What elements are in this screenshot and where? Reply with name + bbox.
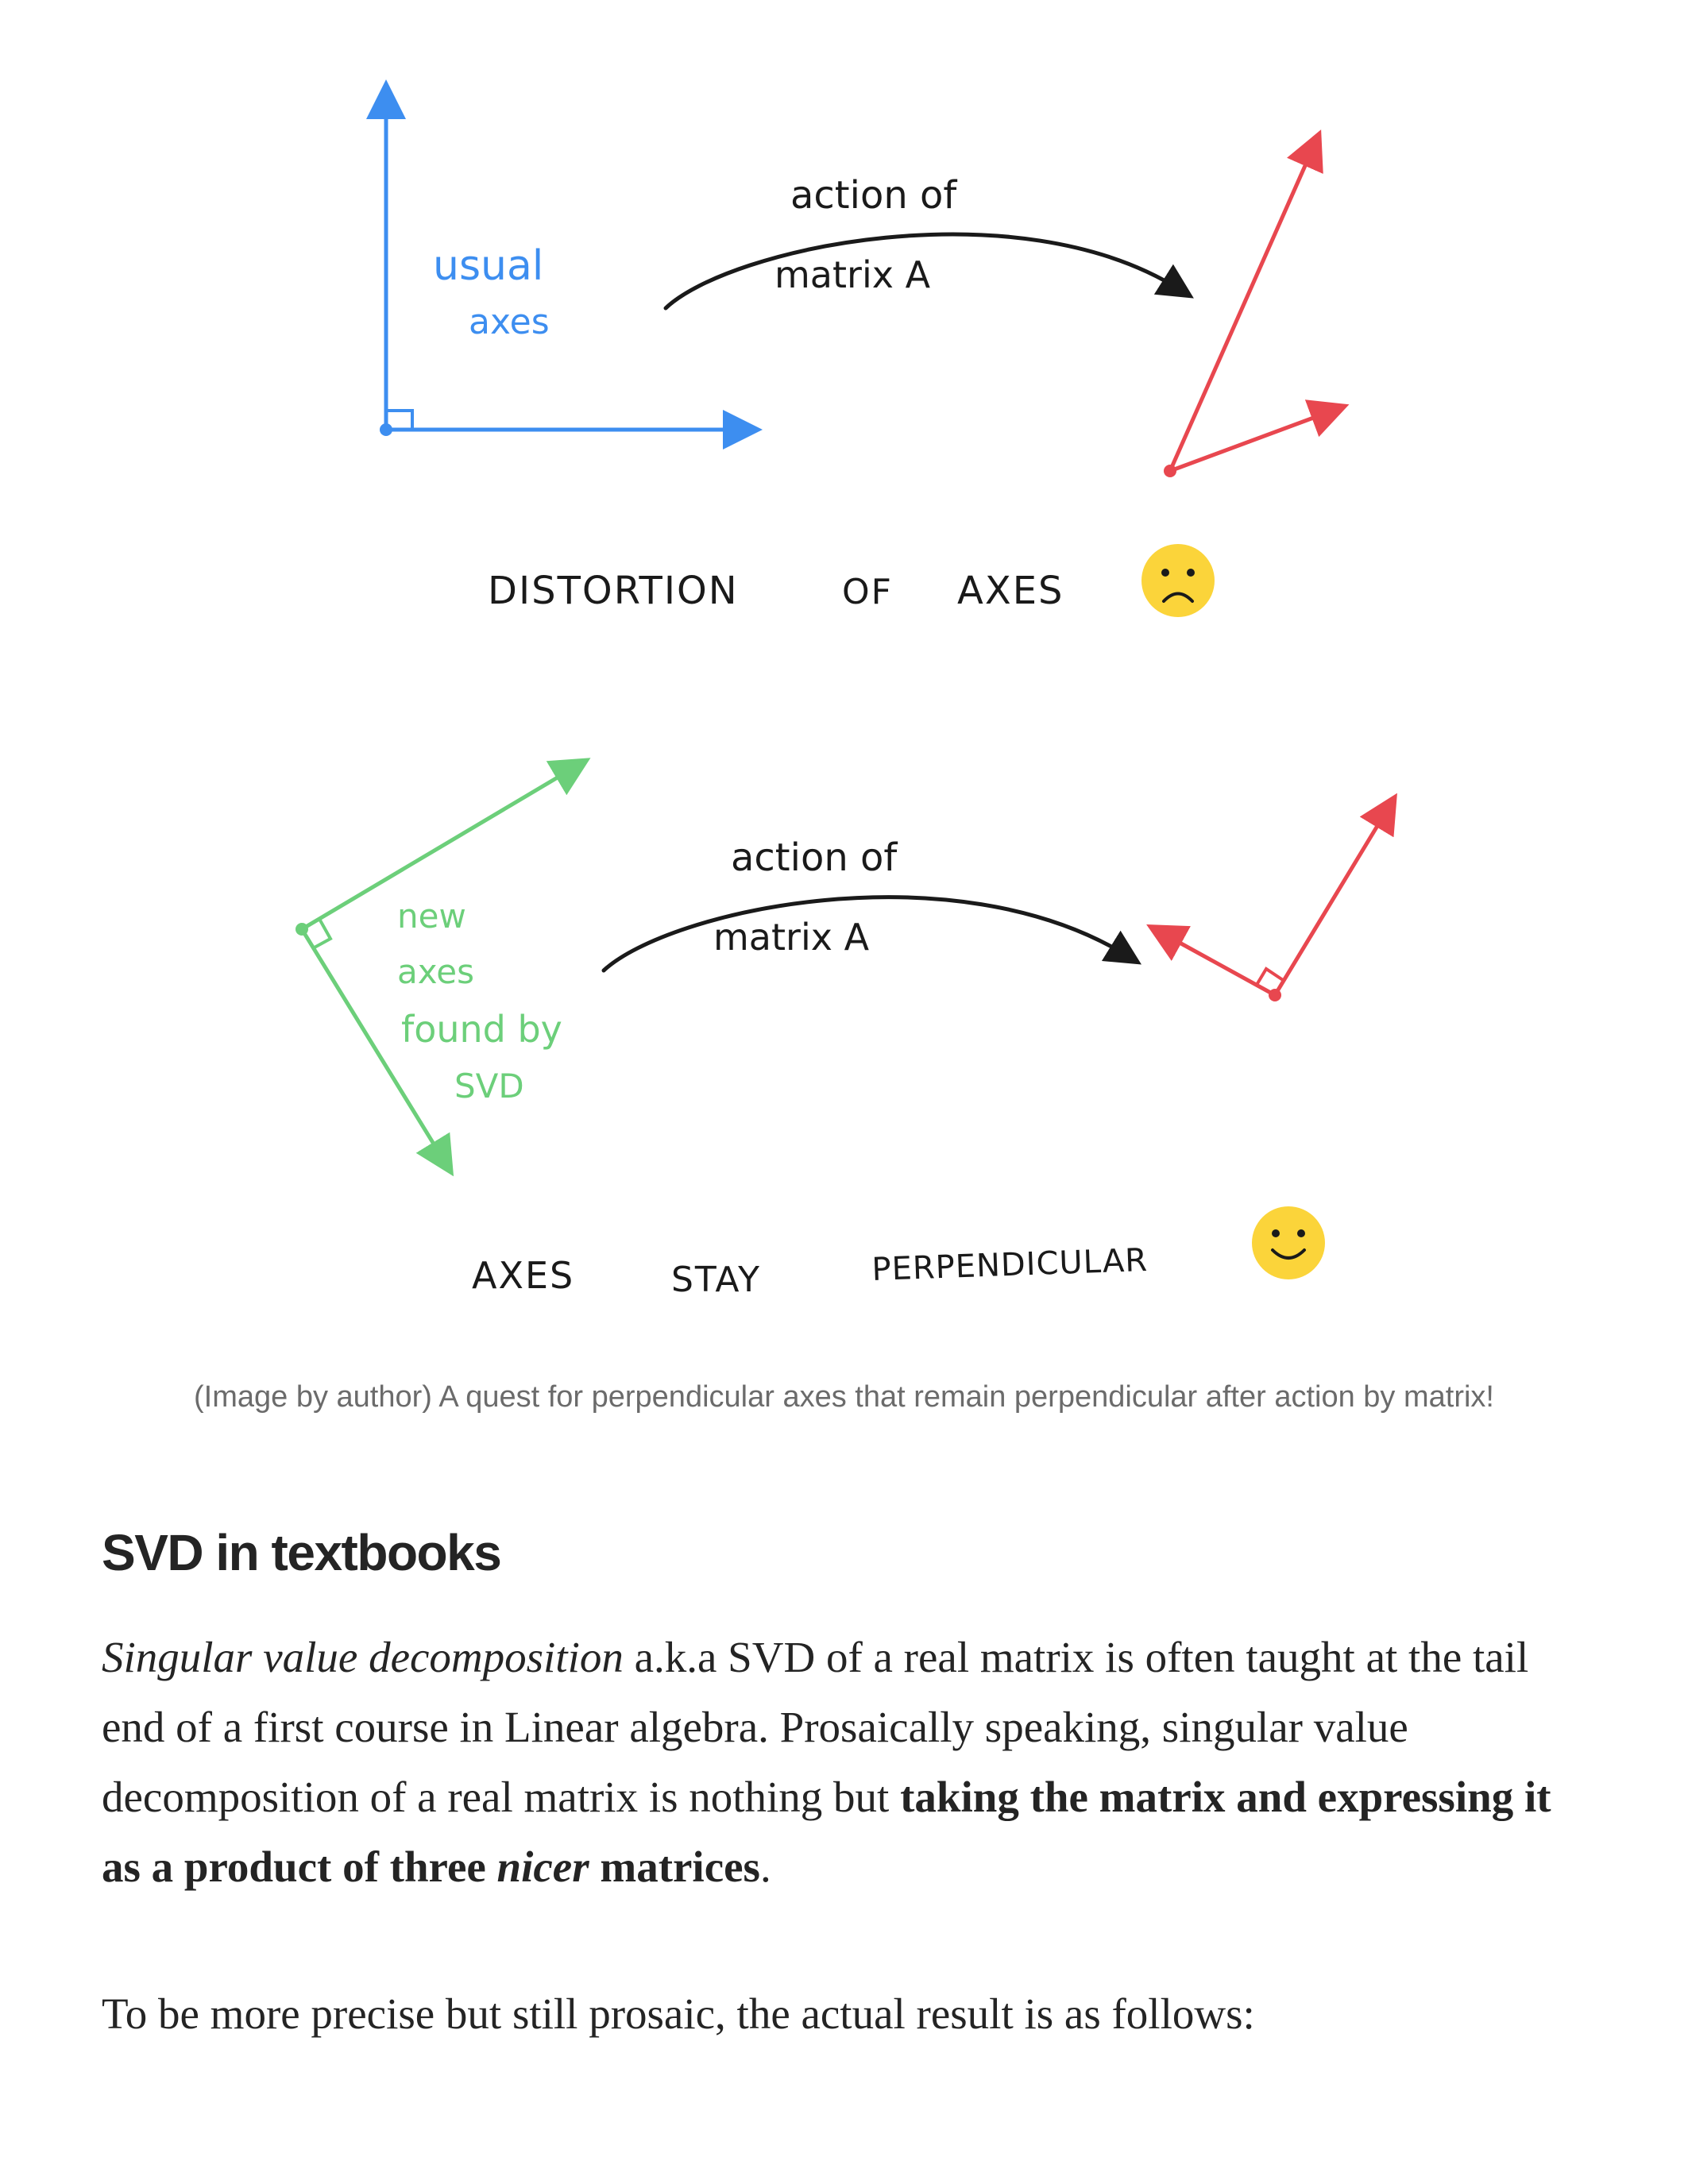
svd-origin-dot [295, 923, 308, 936]
transformed-axis-long [1275, 810, 1387, 995]
paragraph-text: a.k.a SVD of a real matrix is often taught at the tail end of a first course in Linear algebra. Prosaically speaking, singular value decomposition of a real matrix is nothing but [102, 1633, 1529, 1821]
axes-word-bottom: AXES [472, 1254, 575, 1297]
paragraph-end: . [759, 1843, 771, 1891]
emphasis-term: Singular value decomposition [102, 1633, 624, 1681]
distorted-origin-dot [1164, 465, 1176, 477]
bottom-action-label-1: action of [731, 835, 898, 880]
precise-result-paragraph: To be more precise but still prosaic, the actual result is as follows: [102, 1989, 1255, 2038]
new-axes-label-4: SVD [454, 1067, 524, 1106]
section-heading: SVD in textbooks [102, 1524, 501, 1581]
happy-face-icon [1252, 1206, 1325, 1279]
bold-italic-word: nicer [496, 1843, 589, 1891]
top-caption [488, 569, 1064, 613]
transformed-right-angle-mark [1257, 969, 1283, 985]
bottom-caption [472, 1242, 1149, 1300]
distortion-word: DISTORTION [488, 569, 739, 613]
usual-axes-label-2: axes [469, 302, 550, 342]
top-action-label-2: matrix A [774, 253, 931, 296]
bold-phrase: taking the matrix and expressing it as a product of three nicer matrices [102, 1773, 1551, 1891]
origin-dot [380, 423, 392, 436]
axes-word: AXES [957, 569, 1064, 613]
sad-face-icon [1141, 544, 1215, 617]
of-word: OF [842, 572, 893, 612]
new-axes-label-2: axes [397, 952, 475, 991]
top-action-label-1: action of [790, 173, 957, 218]
distorted-axis-long [1170, 148, 1313, 471]
bottom-action-label-2: matrix A [713, 916, 870, 959]
transformed-svd-axes [1164, 810, 1387, 1001]
distorted-axes [1164, 148, 1331, 477]
svd-intro-paragraph [102, 1623, 1595, 1902]
transformed-axis-short [1164, 934, 1275, 995]
new-axes-label-3: found by [401, 1008, 562, 1051]
stay-word: STAY [671, 1260, 761, 1300]
perpendicular-word: PERPENDICULAR [871, 1241, 1149, 1288]
transformed-origin-dot [1269, 989, 1281, 1001]
usual-axes-label-1: usual [433, 242, 544, 290]
figure-caption: (Image by author) A quest for perpendicular axes that remain perpendicular after action by matrix! [194, 1380, 1494, 1414]
new-axes-label-1: new [397, 897, 466, 936]
